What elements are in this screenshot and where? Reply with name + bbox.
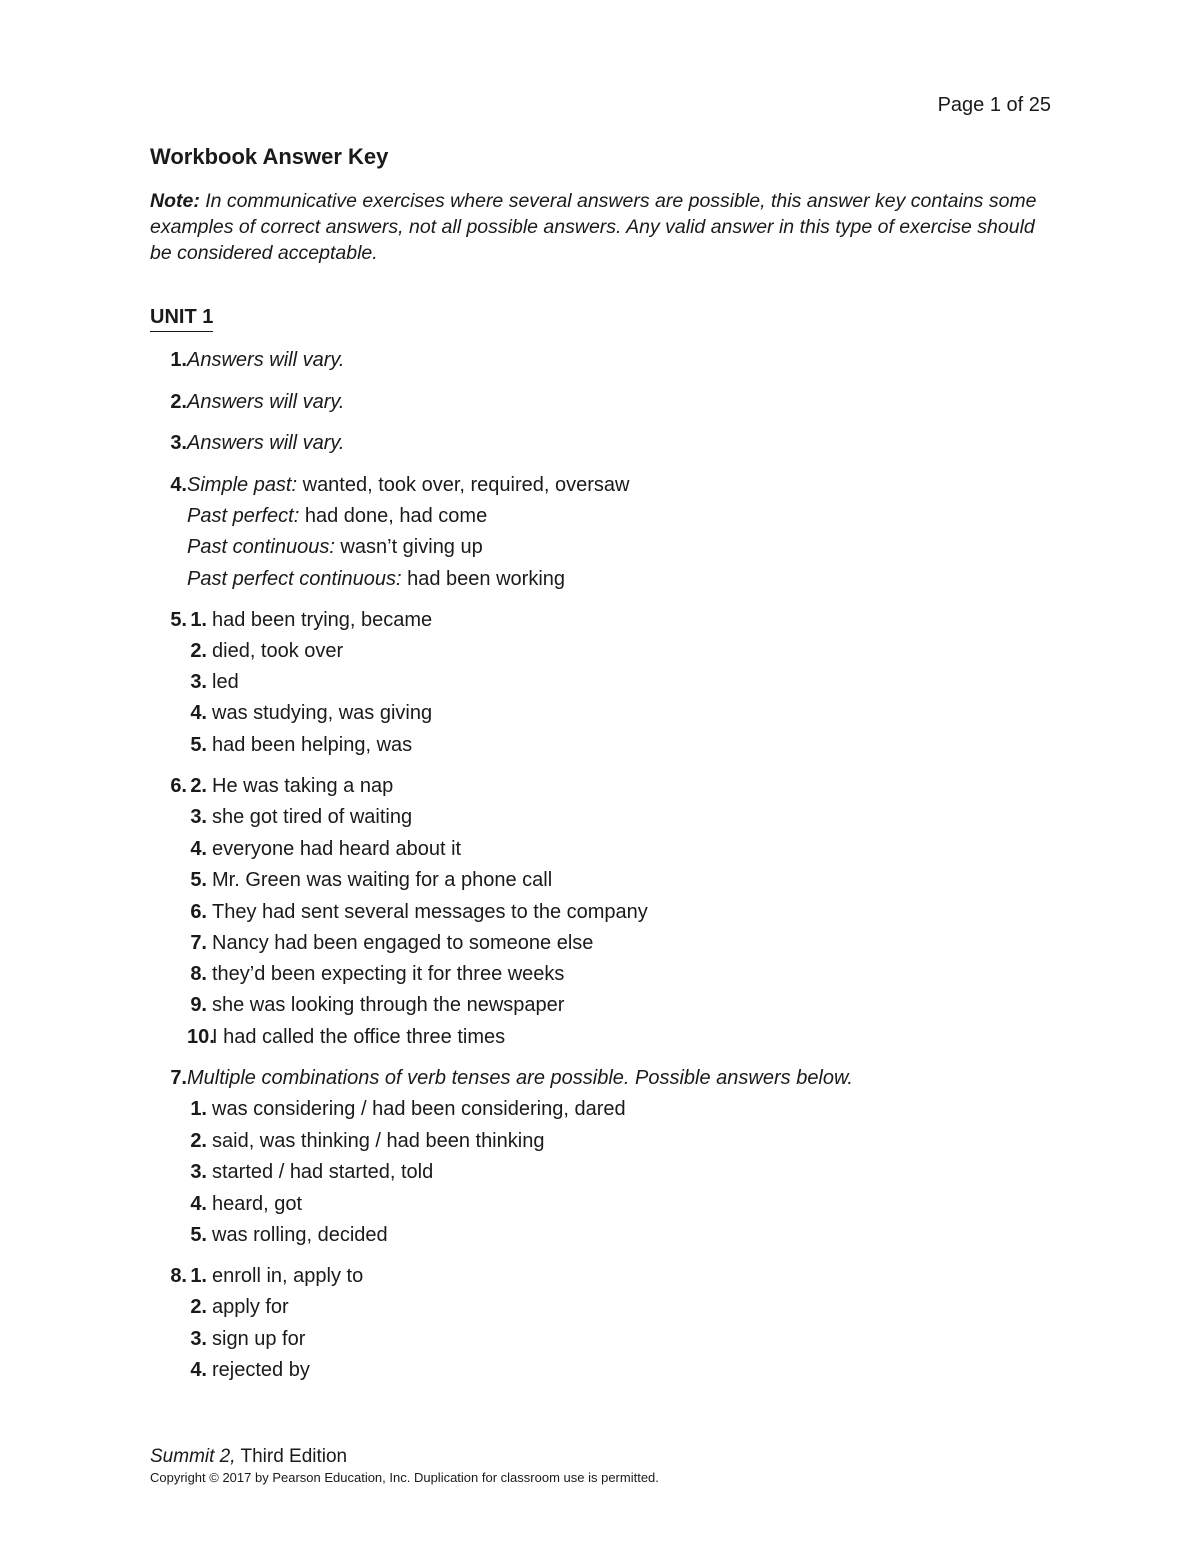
sub-answer-text: They had sent several messages to the company xyxy=(212,901,648,923)
sub-answer-text: rejected by xyxy=(212,1359,310,1381)
tense-label: Simple past: xyxy=(187,474,298,496)
sub-answer-number: 2. xyxy=(190,640,207,662)
sub-answer-number: 9. xyxy=(190,994,207,1016)
sub-answer-text: led xyxy=(212,671,239,693)
sub-answer-number: 3. xyxy=(190,1161,207,1183)
tense-answer: wasn’t giving up xyxy=(334,536,483,558)
book-edition: Third Edition xyxy=(235,1446,348,1467)
tense-answer: had been working xyxy=(401,568,566,590)
sub-answer-text: Nancy had been engaged to someone else xyxy=(212,932,594,954)
sub-answer-number: 3. xyxy=(190,1328,207,1350)
sub-answer-text: apply for xyxy=(212,1296,289,1318)
answer-number: 8. xyxy=(170,1265,187,1287)
sub-answer-number: 4. xyxy=(190,702,207,724)
sub-answer-text: sign up for xyxy=(212,1328,306,1350)
page-number: Page 1 of 25 xyxy=(937,94,1051,116)
tense-answer: wanted, took over, required, oversaw xyxy=(297,474,630,496)
sub-answer-number: 1. xyxy=(190,1265,207,1287)
answer-number: 6. xyxy=(170,775,187,797)
sub-answer-number: 7. xyxy=(190,932,207,954)
sub-answer-number: 4. xyxy=(190,1193,207,1215)
answer-line xyxy=(187,501,487,532)
answer-line xyxy=(187,532,483,563)
sub-answer-number: 2. xyxy=(190,1296,207,1318)
sub-answer-text: she got tired of waiting xyxy=(212,806,413,828)
footer-book-title xyxy=(150,1446,347,1468)
answer-line xyxy=(187,564,565,595)
sub-answer-text: Mr. Green was waiting for a phone call xyxy=(212,869,553,891)
sub-answer-number: 10. xyxy=(187,1026,215,1048)
sub-answer-number: 2. xyxy=(190,775,207,797)
sub-answer-number: 5. xyxy=(190,869,207,891)
sub-answer-text: was rolling, decided xyxy=(212,1224,388,1246)
note-paragraph xyxy=(150,188,1060,266)
sub-answer-text: enroll in, apply to xyxy=(212,1265,364,1287)
sub-answer-number: 5. xyxy=(190,1224,207,1246)
answer-number: 5. xyxy=(170,609,187,631)
answer-line xyxy=(187,470,629,501)
sub-answer-text: she was looking through the newspaper xyxy=(212,994,565,1016)
sub-answer-number: 1. xyxy=(190,1098,207,1120)
answer-text: Answers will vary. xyxy=(187,432,345,454)
sub-answer-text: had been trying, became xyxy=(212,609,433,631)
book-name: Summit 2, xyxy=(150,1446,236,1467)
sub-answer-number: 6. xyxy=(190,901,207,923)
sub-answer-text: was studying, was giving xyxy=(212,702,433,724)
sub-answer-text: everyone had heard about it xyxy=(212,838,462,860)
sub-answer-text: started / had started, told xyxy=(212,1161,434,1183)
sub-answer-text: died, took over xyxy=(212,640,344,662)
sub-answer-text: I had called the office three times xyxy=(212,1026,506,1048)
tense-label: Past perfect continuous: xyxy=(187,568,402,590)
tense-label: Past continuous: xyxy=(187,536,335,558)
sub-answer-text: had been helping, was xyxy=(212,734,413,756)
answer-number: 3. xyxy=(170,432,187,454)
sub-answer-number: 2. xyxy=(190,1130,207,1152)
answer-number: 2. xyxy=(170,391,187,413)
sub-answer-number: 3. xyxy=(190,671,207,693)
answer-number: 1. xyxy=(170,349,187,371)
sub-answer-number: 5. xyxy=(190,734,207,756)
tense-answer: had done, had come xyxy=(299,505,488,527)
sub-answer-text: they’d been expecting it for three weeks xyxy=(212,963,565,985)
answer-number: 4. xyxy=(170,474,187,496)
answer-number: 7. xyxy=(170,1067,187,1089)
page-title: Workbook Answer Key xyxy=(150,144,389,169)
sub-answer-number: 8. xyxy=(190,963,207,985)
answer-text: Answers will vary. xyxy=(187,349,345,371)
answer-intro: Multiple combinations of verb tenses are possible. Possible answers below. xyxy=(187,1067,853,1089)
sub-answer-text: was considering / had been considering, dared xyxy=(212,1098,626,1120)
answer-text: Answers will vary. xyxy=(187,391,345,413)
sub-answer-text: said, was thinking / had been thinking xyxy=(212,1130,545,1152)
unit-heading: UNIT 1 xyxy=(150,306,213,332)
sub-answer-text: heard, got xyxy=(212,1193,303,1215)
note-label: Note: xyxy=(150,190,200,212)
tense-label: Past perfect: xyxy=(187,505,300,527)
sub-answer-number: 4. xyxy=(190,1359,207,1381)
sub-answer-number: 1. xyxy=(190,609,207,631)
note-text: In communicative exercises where several answers are possible, this answer key contains some examples of correct answers, not all possible answers. Any valid answer in this type of exercise should be considered acceptable. xyxy=(150,190,1037,264)
sub-answer-number: 3. xyxy=(190,806,207,828)
sub-answer-number: 4. xyxy=(190,838,207,860)
sub-answer-text: He was taking a nap xyxy=(212,775,394,797)
footer-copyright: Copyright © 2017 by Pearson Education, Inc. Duplication for classroom use is permitted. xyxy=(150,1470,659,1485)
